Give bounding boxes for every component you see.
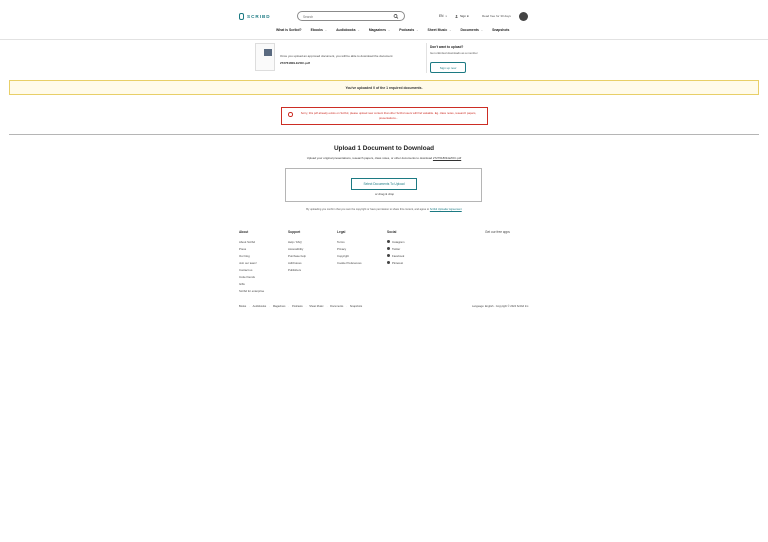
footer-heading: Social — [387, 230, 397, 234]
footer-link[interactable]: Help / FAQ — [288, 239, 302, 244]
document-thumbnail — [255, 43, 275, 71]
footer-support — [288, 230, 306, 273]
agreement-text: By uploading you confirm that you own the copyright or have permission to share this content, and agree to — [306, 208, 430, 211]
footer-link[interactable]: Privacy — [337, 246, 347, 251]
footer-meta — [472, 305, 529, 308]
upload-subtitle-text: Upload your original presentations, research papers, class notes, or other documents to download — [306, 156, 433, 160]
nav-label: Magazines — [368, 28, 386, 32]
footer-bottom-link[interactable]: Podcasts — [292, 305, 303, 308]
language-label: EN — [439, 14, 444, 18]
footer-heading: Support — [288, 230, 301, 234]
select-documents-button[interactable]: Select Documents To Upload — [351, 178, 417, 190]
site-footer — [239, 230, 529, 300]
footer-link[interactable]: Press — [239, 246, 247, 251]
footer-link[interactable]: Publishers — [288, 267, 302, 272]
nav-item-podcasts[interactable] — [399, 28, 418, 32]
nav-item-magazines[interactable] — [369, 28, 390, 32]
error-message — [281, 107, 488, 125]
upload-subtitle — [0, 156, 768, 160]
separator: · — [249, 305, 251, 308]
nav-item-documents[interactable] — [460, 28, 483, 32]
footer-bottom-link[interactable]: Magazines — [272, 305, 286, 308]
separator: · — [346, 305, 348, 308]
progress-banner: You've uploaded 0 of the 1 required documents. — [9, 80, 759, 95]
sign-in-link[interactable] — [455, 14, 469, 18]
nav-label: Audiobooks — [336, 28, 356, 32]
footer-bottom-link[interactable]: Snapshots — [349, 305, 363, 308]
language-selector[interactable] — [439, 14, 447, 18]
language-setting[interactable]: Language: English — [471, 305, 494, 308]
chevron-down-icon: ▾ — [445, 14, 447, 18]
nav-item-sheet-music[interactable] — [427, 28, 451, 32]
footer-bottom-link[interactable]: Documents — [330, 305, 344, 308]
separator: · — [326, 305, 328, 308]
uploader-agreement — [0, 208, 768, 211]
social-label: Twitter — [392, 246, 401, 251]
error-icon — [288, 112, 293, 117]
footer-link[interactable]: Gifts — [239, 281, 245, 286]
globe-icon[interactable] — [519, 12, 528, 21]
footer-bottom-link[interactable]: Books — [239, 305, 247, 308]
user-icon — [455, 15, 458, 18]
footer-social-link[interactable] — [387, 245, 404, 252]
social-label: Pinterest — [392, 260, 404, 265]
logo-text: SCRIBD — [247, 13, 271, 19]
document-filename: 272761809-EZOC.pdf — [280, 61, 310, 65]
copyright: Copyright © 2024 Scribd Inc. — [495, 305, 529, 308]
footer-link[interactable]: Invite friends — [239, 274, 255, 279]
scribd-logo-icon — [239, 13, 244, 20]
signup-panel — [430, 45, 525, 70]
footer-link[interactable]: Cookie Preferences — [337, 260, 362, 265]
nav-label: Snapshots — [492, 28, 510, 32]
nav-label: Podcasts — [399, 28, 415, 32]
nav-item-what-is-scribd[interactable] — [276, 28, 302, 32]
footer-bottom-link[interactable]: Audiobooks — [252, 305, 267, 308]
instagram-icon — [387, 240, 390, 243]
nav-item-snapshots[interactable] — [492, 28, 509, 32]
footer-link[interactable]: Scribd for enterprise — [239, 288, 265, 293]
download-info — [280, 53, 425, 67]
footer-bottom-links — [239, 305, 363, 308]
chevron-down-icon: ⌄ — [480, 28, 484, 32]
signup-subtitle: Get unlimited downloads as a member — [430, 51, 478, 55]
chevron-down-icon: ⌄ — [357, 28, 360, 32]
footer-link[interactable]: About Scribd — [239, 239, 256, 244]
footer-about — [239, 230, 264, 294]
main-nav — [276, 28, 509, 32]
search-input[interactable] — [303, 14, 391, 19]
upload-subtitle-link[interactable]: 272761809-EZOC.pdf — [432, 156, 462, 160]
footer-social-link[interactable] — [387, 259, 404, 266]
search-box[interactable] — [297, 11, 405, 21]
social-label: Instagram — [392, 239, 405, 244]
sign-in-label: Sign in — [460, 14, 470, 18]
sign-up-button[interactable]: Sign up now — [430, 62, 466, 73]
document-icon — [264, 49, 272, 56]
footer-heading: About — [239, 230, 249, 234]
chevron-down-icon: ⌄ — [416, 28, 419, 32]
social-label: Facebook — [392, 253, 405, 258]
footer-link[interactable]: Contact us — [239, 267, 253, 272]
chevron-down-icon: ⌄ — [449, 28, 452, 32]
drag-drop-label: or drag & drop — [374, 192, 395, 196]
nav-label: Ebooks — [310, 28, 323, 32]
separator: · — [494, 305, 496, 308]
nav-item-ebooks[interactable] — [311, 28, 327, 32]
footer-link[interactable]: Accessibility — [288, 246, 304, 251]
footer-social — [387, 230, 404, 266]
footer-social-link[interactable] — [387, 252, 404, 259]
search-icon[interactable] — [393, 14, 399, 19]
chevron-down-icon: ⌄ — [388, 28, 391, 32]
separator: · — [288, 305, 290, 308]
separator: · — [305, 305, 307, 308]
site-header — [0, 9, 768, 25]
twitter-icon — [387, 247, 390, 250]
chevron-down-icon: ⌄ — [324, 28, 328, 32]
nav-label: What is Scribd? — [276, 28, 302, 32]
document-strip — [255, 43, 525, 73]
pinterest-icon — [387, 261, 390, 264]
footer-heading: Legal — [337, 230, 346, 234]
separator: · — [269, 305, 271, 308]
nav-item-audiobooks[interactable] — [336, 28, 360, 32]
nav-label: Sheet Music — [427, 28, 448, 32]
footer-social-link[interactable] — [387, 238, 404, 245]
footer-link[interactable]: Our blog — [239, 253, 250, 258]
upload-title: Upload 1 Document to Download — [333, 145, 435, 152]
footer-link[interactable]: Copyright — [337, 253, 349, 258]
agreement-link[interactable]: Scribd Uploader Agreement — [429, 208, 462, 211]
footer-bottom — [239, 305, 529, 311]
footer-link[interactable]: Purchase help — [288, 253, 306, 258]
footer-link[interactable]: AdChoices — [288, 260, 302, 265]
error-text: Sorry, this pdf already exists on Scribd, please upload new content that other Scribd users will find valuable. Eg. class notes, research papers, presentations... — [300, 111, 477, 120]
footer-link[interactable]: Join our team! — [239, 260, 257, 265]
signup-title: Don't want to upload? — [430, 45, 464, 49]
footer-link[interactable]: Terms — [337, 239, 345, 244]
upload-dropzone[interactable] — [285, 168, 482, 202]
section-divider — [9, 134, 759, 135]
read-free-link[interactable]: Read free for 30 days — [482, 14, 511, 18]
header-divider — [0, 39, 768, 40]
get-apps-label: Get our free apps — [485, 230, 510, 234]
footer-legal — [337, 230, 362, 266]
nav-label: Documents — [460, 28, 479, 32]
scribd-logo[interactable] — [239, 12, 271, 20]
facebook-icon — [387, 254, 390, 257]
vertical-divider — [426, 43, 427, 73]
footer-bottom-link[interactable]: Sheet Music — [309, 305, 324, 308]
download-info-text: Once you upload an approved document, you will be able to download the document — [280, 54, 393, 58]
